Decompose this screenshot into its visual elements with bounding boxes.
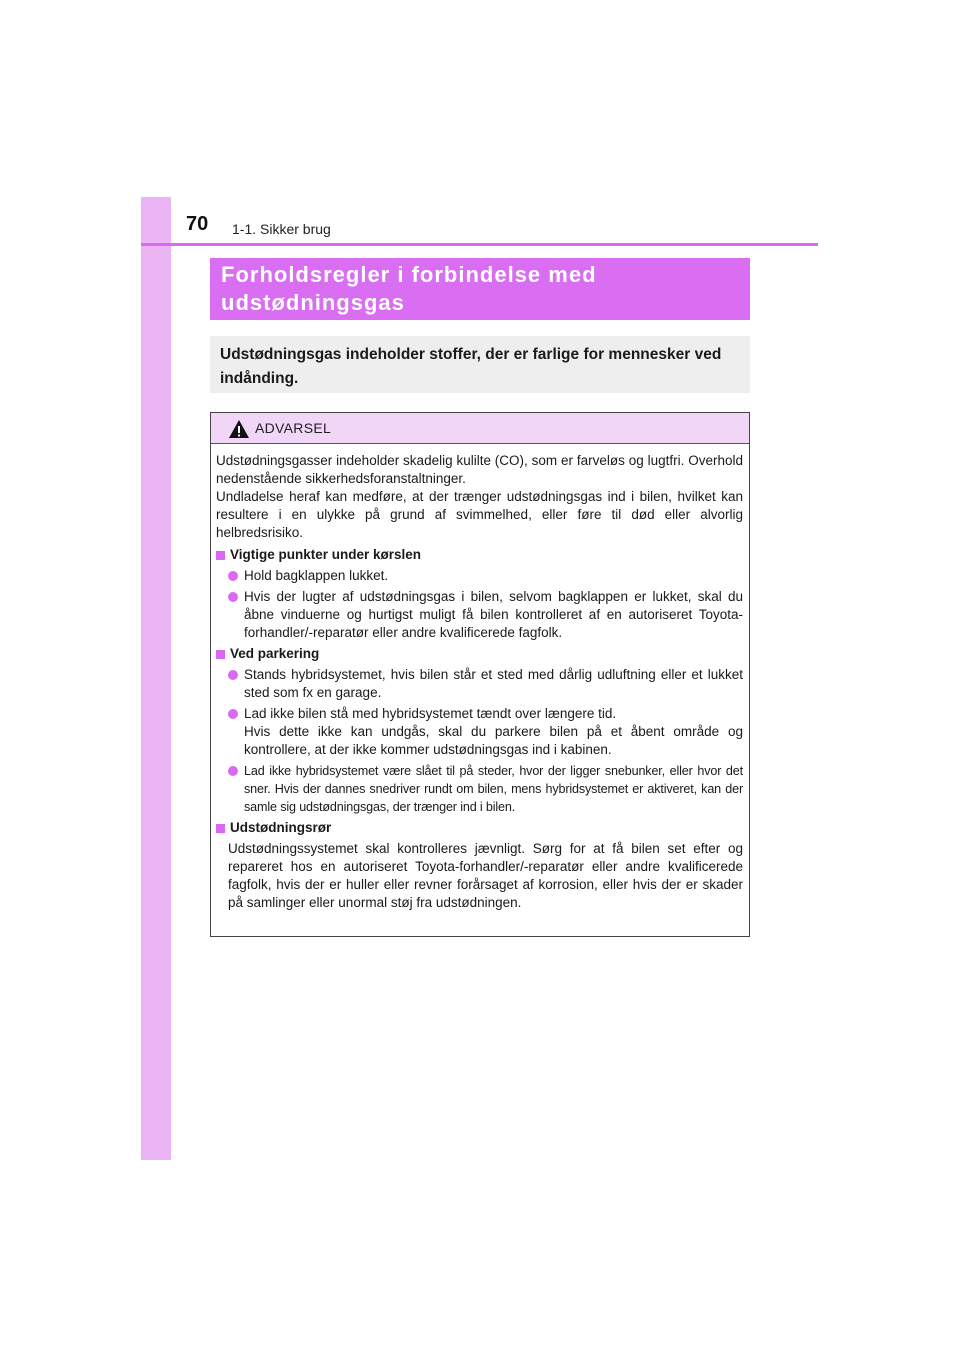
circle-bullet-icon	[228, 766, 238, 776]
circle-bullet-icon	[228, 709, 238, 719]
list-item	[228, 705, 743, 759]
warning-body	[211, 444, 749, 912]
warning-box	[210, 412, 750, 937]
list-item	[228, 588, 743, 642]
header-divider	[141, 243, 818, 246]
list-item-text-line1: Lad ikke bilen stå med hybridsystemet tændt over længere tid.	[244, 706, 617, 721]
intro-text: Udstødningsgas indeholder stoffer, der er farlige for mennesker ved indånding.	[220, 346, 722, 387]
warning-triangle-icon	[228, 419, 250, 439]
warning-header	[211, 413, 749, 444]
warning-intro-p2: Undladelse heraf kan medføre, at der trænger udstødningsgas ind i bilen, hvilket kan resultere i en ulykke på grund af svimmelhed, eller føre til død eller alvorlig helbredsrisiko.	[216, 489, 743, 540]
page-title	[221, 261, 740, 317]
section-exhaust	[216, 819, 743, 912]
list-item-text: Hold bagklappen lukket.	[244, 568, 389, 583]
section-title-text: Ved parkering	[230, 646, 320, 661]
list-item	[228, 666, 743, 702]
page-title-line1: Forholdsregler i forbindelse med	[221, 262, 597, 287]
circle-bullet-icon	[228, 592, 238, 602]
section-title	[216, 546, 743, 564]
list-item-text: Stands hybridsystemet, hvis bilen står et sted med dårlig udluftning eller et lukket sted som fx en garage.	[244, 667, 743, 700]
list-item-text: Hvis der lugter af udstødningsgas i bilen, selvom bagklappen er lukket, skal du åbne vinduerne og hurtigst muligt få bilen kontrolleret af en autoriseret Toyota-forhandler/-reparatør eller andre kvalificerede fagfolk.	[244, 589, 743, 640]
square-bullet-icon	[216, 650, 225, 659]
warning-label: ADVARSEL	[255, 420, 332, 436]
page-title-line2: udstødningsgas	[221, 290, 405, 315]
list-item-text	[244, 705, 743, 759]
square-bullet-icon	[216, 551, 225, 560]
section-title	[216, 645, 743, 663]
list-item	[228, 567, 743, 585]
list-item-text: Lad ikke hybridsystemet være slået til på steder, hvor der ligger snebunker, eller hvor det sner. Hvis der dannes snedriver rundt om bilen, mens hybridsystemet er aktiveret, kan der samle sig udstødningsgas, der trænger ind i bilen.	[244, 764, 743, 814]
section-title-text: Udstødningsrør	[230, 820, 332, 835]
circle-bullet-icon	[228, 571, 238, 581]
page-number: 70	[186, 213, 209, 235]
circle-bullet-icon	[228, 670, 238, 680]
list-item	[228, 762, 743, 816]
section-title-text: Vigtige punkter under kørslen	[230, 547, 422, 562]
warning-intro-p1: Udstødningsgasser indeholder skadelig kulilte (CO), som er farveløs og lugtfri. Overhold nedenstående sikkerhedsforanstaltninger.	[216, 453, 743, 486]
square-bullet-icon	[216, 824, 225, 833]
section-driving	[216, 546, 743, 642]
section-label: 1-1. Sikker brug	[232, 221, 331, 237]
section-parking	[216, 645, 743, 816]
section-title	[216, 819, 743, 837]
side-color-strip	[141, 197, 171, 1160]
intro-box	[210, 336, 750, 393]
title-banner	[210, 258, 750, 320]
list-item-text-line2: Hvis dette ikke kan undgås, skal du parkere bilen på et åbent område og kontrollere, at der ikke kommer udstødningsgas ind i kabinen.	[244, 724, 743, 757]
section-text: Udstødningssystemet skal kontrolleres jævnligt. Sørg for at få bilen set efter og repareret hos en autoriseret Toyota-forhandler/-reparatør eller andre kvalificerede fagfolk, hvis der er huller eller revner forårsaget af korrosion, eller hvis der er skader på samlinger eller unormal støj fra udstødningen.	[228, 841, 743, 910]
